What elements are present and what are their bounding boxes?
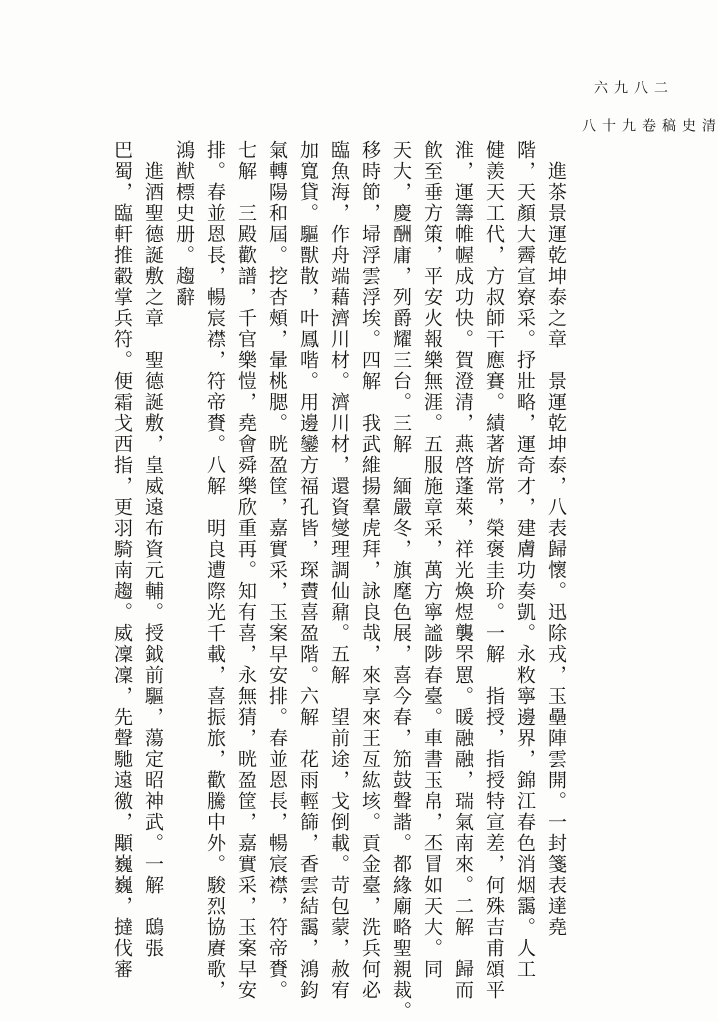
text-column: 加寬貸。驅獸散，叶鳳喈。用邊鑾方福孔皆，琛賮喜盈階。六解 花雨輕篩，香雲結靄，鴻鈞 xyxy=(297,140,319,1001)
text-column: 健羨天工代，方叔師干應賽。績著旂常，榮褒圭玠。一解 指授，指授特宣差，何殊吉甫頌平 xyxy=(483,140,505,1001)
main-text-body xyxy=(111,140,571,1022)
text-column: 淮，運籌帷幄成功快。賀澄清，燕啓蓬萊，祥光煥煜襲罘罳。暖融融，瑞氣南來。二解 歸而 xyxy=(452,140,474,1001)
text-column: 進茶景運乾坤泰之章 景運乾坤泰，八表歸懷。迅除戎，玉壘陣雲開。一封箋表達堯 xyxy=(545,160,567,938)
text-column: 鴻猷標史册。趨辭 xyxy=(173,140,195,308)
text-column: 進酒聖德誕敷之章 聖德誕敷，皇威遠布資元輔。授鉞前驅，蕩定昭神武。一解 鴟張 xyxy=(142,160,164,959)
text-column: 移時節，埽浮雲浮埃。四解 我武維揚羣虎拜，詠良哉，來享來王亙紘垓。貢金臺，洗兵何必 xyxy=(359,140,381,1001)
text-column: 飮至垂方策，平安火報樂無涯。五服施章采，萬方寧謐陟春臺。車書玉帛，丕冒如天大。同 xyxy=(421,140,443,980)
page-header xyxy=(0,22,716,132)
text-column: 天大，慶酬庸，列爵耀三台。三解 緬嚴冬，旗麾色展，喜今春，笳鼓聲諧。都緣廟略聖親裁。 xyxy=(390,140,412,1022)
text-column: 排。春並恩長，暢宸襟，符帝賚。八解 明良遭際光千載，喜振旅，歡騰中外。駿烈協賡歌， xyxy=(204,140,226,1001)
text-column: 氣轉陽和屆。挖杏頰，暈桃腮。晄盈筐，嘉實采，玉案早安排。春並恩長，暢宸襟，符帝賚。 xyxy=(266,140,288,1001)
text-column: 臨魚海，作舟端藉濟川材。濟川材，還資燮理調仙鼐。五解 望前途，戈倒載。苛包蒙，赦宥 xyxy=(328,140,350,1001)
text-column: 階，天顏大霽宣寮采。抒壯略，運奇才，建膚功奏凱。永敉寧邊界，錦江春色消烟靄。人工 xyxy=(514,140,536,980)
text-column: 七解 三殿歡譜，千官樂愷，堯會舜樂欣重再。知有喜，永無猜，晄盈筐，嘉實采，玉案早安 xyxy=(235,140,257,1001)
running-title: 清史稿卷九十八 xyxy=(580,118,716,132)
page-number: 二八九六 xyxy=(592,80,668,95)
text-column: 巴蜀，臨軒推轂掌兵符。便霜戈西指，更羽騎南趨。威凜凜，先聲馳遠徼，顒巍巍，撻伐審 xyxy=(111,140,133,980)
